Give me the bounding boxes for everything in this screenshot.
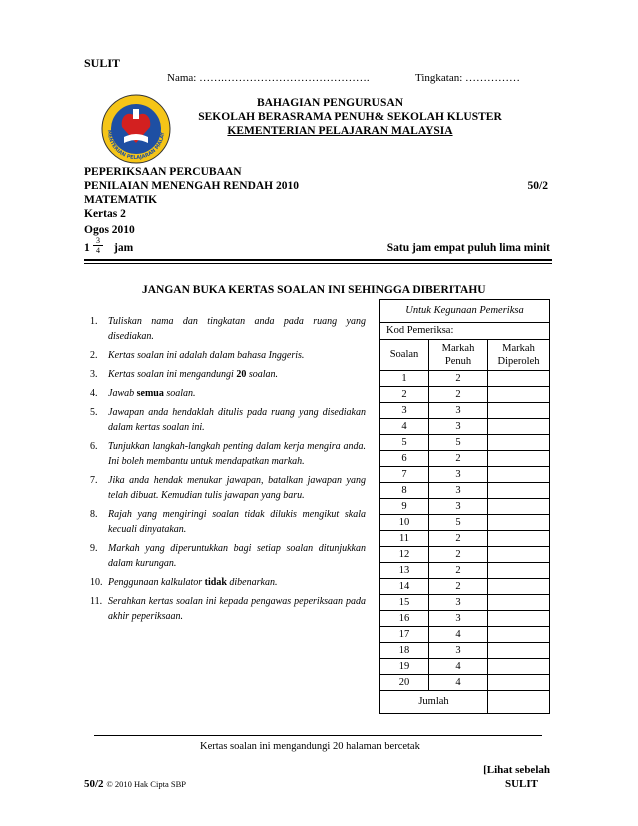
name-field: Nama: …….…………………………………. bbox=[167, 72, 370, 84]
exam-level: PENILAIAN MENENGAH RENDAH 2010 bbox=[84, 180, 299, 192]
full-marks-cell: 2 bbox=[429, 387, 488, 403]
question-number-cell: 7 bbox=[380, 467, 429, 483]
table-row bbox=[380, 675, 550, 691]
sulit-label-top: SULIT bbox=[84, 56, 121, 70]
warning-notice: JANGAN BUKA KERTAS SOALAN INI SEHINGGA DIBERITAHU bbox=[142, 284, 486, 296]
question-number-cell: 16 bbox=[380, 611, 429, 627]
total-cell bbox=[488, 691, 550, 714]
full-marks-cell: 3 bbox=[429, 419, 488, 435]
question-number-cell: 15 bbox=[380, 595, 429, 611]
svg-text:KEMENTERIAN PELAJARAN MALAYSIA: MENTERIAN PELAJARAN MALAY bbox=[105, 129, 167, 162]
marks-obtained-cell bbox=[488, 563, 550, 579]
full-marks-cell: 2 bbox=[429, 547, 488, 563]
duration-fraction bbox=[91, 236, 105, 255]
marks-obtained-cell bbox=[488, 499, 550, 515]
full-marks-cell: 3 bbox=[429, 643, 488, 659]
see-overleaf: [Lihat sebelah bbox=[483, 764, 550, 776]
table-row bbox=[380, 467, 550, 483]
footer-rule bbox=[94, 735, 542, 736]
question-number-cell: 17 bbox=[380, 627, 429, 643]
question-number-cell: 18 bbox=[380, 643, 429, 659]
marks-obtained-cell bbox=[488, 451, 550, 467]
table-row bbox=[380, 611, 550, 627]
col-soalan-header: Soalan bbox=[380, 340, 429, 371]
org-line-1: BAHAGIAN PENGURUSAN bbox=[257, 97, 403, 109]
form-field: Tingkatan: …………… bbox=[415, 72, 521, 84]
subject: MATEMATIK bbox=[84, 194, 158, 206]
col-markah-penuh-header: Markah Penuh bbox=[429, 340, 488, 371]
exam-name: PEPERIKSAAN PERCUBAAN bbox=[84, 166, 242, 178]
full-marks-cell: 3 bbox=[429, 467, 488, 483]
marks-obtained-cell bbox=[488, 547, 550, 563]
exam-date: Ogos 2010 bbox=[84, 224, 135, 236]
list-item: 2. Kertas soalan ini adalah dalam bahasa Inggeris. bbox=[90, 350, 305, 361]
ministry-logo bbox=[100, 93, 172, 165]
table-row bbox=[380, 595, 550, 611]
paper-number: Kertas 2 bbox=[84, 208, 126, 220]
examiner-code-label: Kod Pemeriksa: bbox=[380, 323, 550, 340]
org-line-2: SEKOLAH BERASRAMA PENUH& SEKOLAH KLUSTER bbox=[198, 111, 502, 123]
question-number-cell: 10 bbox=[380, 515, 429, 531]
marks-obtained-cell bbox=[488, 467, 550, 483]
table-row bbox=[380, 483, 550, 499]
table-row bbox=[380, 403, 550, 419]
full-marks-cell: 3 bbox=[429, 595, 488, 611]
list-item: 10. Penggunaan kalkulator tidak dibenarkan. bbox=[90, 577, 278, 588]
duration-whole: 1 bbox=[84, 242, 90, 254]
marks-obtained-cell bbox=[488, 387, 550, 403]
header-rule-thin bbox=[84, 263, 552, 264]
full-marks-cell: 2 bbox=[429, 531, 488, 547]
table-row bbox=[380, 627, 550, 643]
question-number-cell: 1 bbox=[380, 371, 429, 387]
table-row bbox=[380, 659, 550, 675]
table-row bbox=[380, 371, 550, 387]
org-line-3: KEMENTERIAN PELAJARAN MALAYSIA bbox=[227, 125, 453, 137]
full-marks-cell: 3 bbox=[429, 611, 488, 627]
marks-obtained-cell bbox=[488, 611, 550, 627]
examiner-marks-table bbox=[379, 299, 550, 714]
list-item: 7. Jika anda hendak menukar jawapan, batalkan jawapan yang telah dibuat. Kemudian tulis jawapan yang baru. bbox=[90, 475, 366, 501]
header-rule-thick bbox=[84, 259, 552, 261]
question-number-cell: 20 bbox=[380, 675, 429, 691]
marks-obtained-cell bbox=[488, 419, 550, 435]
table-row bbox=[380, 387, 550, 403]
question-number-cell: 13 bbox=[380, 563, 429, 579]
question-number-cell: 19 bbox=[380, 659, 429, 675]
list-item: 3. Kertas soalan ini mengandungi 20 soalan. bbox=[90, 369, 279, 380]
full-marks-cell: 4 bbox=[429, 675, 488, 691]
copyright: 50/2 © 2010 Hak Cipta SBP bbox=[84, 778, 186, 790]
question-number-cell: 9 bbox=[380, 499, 429, 515]
table-row bbox=[380, 419, 550, 435]
marks-obtained-cell bbox=[488, 515, 550, 531]
table-row bbox=[380, 515, 550, 531]
list-item: 9. Markah yang diperuntukkan bagi setiap soalan ditunjukkan dalam kurungan. bbox=[90, 543, 366, 569]
marks-obtained-cell bbox=[488, 675, 550, 691]
question-number-cell: 4 bbox=[380, 419, 429, 435]
fraction-numerator: 3 bbox=[96, 236, 100, 245]
full-marks-cell: 3 bbox=[429, 483, 488, 499]
duration-words: Satu jam empat puluh lima minit bbox=[386, 242, 550, 254]
page-count-note: Kertas soalan ini mengandungi 20 halaman bercetak bbox=[200, 741, 420, 752]
table-row bbox=[380, 563, 550, 579]
col-markah-diperoleh-header: Markah Diperoleh bbox=[488, 340, 550, 371]
full-marks-cell: 5 bbox=[429, 515, 488, 531]
table-row bbox=[380, 435, 550, 451]
question-number-cell: 11 bbox=[380, 531, 429, 547]
full-marks-cell: 2 bbox=[429, 371, 488, 387]
table-row bbox=[380, 499, 550, 515]
full-marks-cell: 4 bbox=[429, 627, 488, 643]
sulit-label-bottom: SULIT bbox=[504, 778, 538, 790]
full-marks-cell: 5 bbox=[429, 435, 488, 451]
table-row bbox=[380, 451, 550, 467]
marks-obtained-cell bbox=[488, 403, 550, 419]
full-marks-cell: 2 bbox=[429, 563, 488, 579]
marks-obtained-cell bbox=[488, 579, 550, 595]
full-marks-cell: 3 bbox=[429, 403, 488, 419]
duration-unit: jam bbox=[114, 242, 134, 254]
table-title: Untuk Kegunaan Pemeriksa bbox=[380, 300, 550, 323]
question-number-cell: 14 bbox=[380, 579, 429, 595]
full-marks-cell: 2 bbox=[429, 579, 488, 595]
question-number-cell: 6 bbox=[380, 451, 429, 467]
instructions-list bbox=[84, 314, 366, 628]
question-number-cell: 5 bbox=[380, 435, 429, 451]
marks-obtained-cell bbox=[488, 435, 550, 451]
question-number-cell: 3 bbox=[380, 403, 429, 419]
list-item: 11. Serahkan kertas soalan ini kepada pengawas peperiksaan pada akhir peperiksaan. bbox=[90, 596, 366, 622]
list-item: 5. Jawapan anda hendaklah ditulis pada ruang yang disediakan dalam kertas soalan ini. bbox=[90, 407, 366, 433]
marks-obtained-cell bbox=[488, 643, 550, 659]
table-row bbox=[380, 531, 550, 547]
fraction-denominator: 4 bbox=[96, 246, 100, 255]
table-row bbox=[380, 643, 550, 659]
marks-obtained-cell bbox=[488, 483, 550, 499]
full-marks-cell: 4 bbox=[429, 659, 488, 675]
list-item: 6. Tunjukkan langkah-langkah penting dalam kerja mengira anda. Ini boleh membantu untuk mendapatkan markah. bbox=[90, 441, 366, 467]
list-item: 8. Rajah yang mengiringi soalan tidak dilukis mengikut skala kecuali dinyatakan. bbox=[90, 509, 366, 535]
marks-obtained-cell bbox=[488, 659, 550, 675]
marks-obtained-cell bbox=[488, 595, 550, 611]
list-item: 1. Tuliskan nama dan tingkatan anda pada ruang yang disediakan. bbox=[90, 316, 366, 342]
full-marks-cell: 2 bbox=[429, 451, 488, 467]
table-row bbox=[380, 547, 550, 563]
table-row bbox=[380, 579, 550, 595]
total-label: Jumlah bbox=[380, 691, 488, 714]
marks-obtained-cell bbox=[488, 627, 550, 643]
paper-code: 50/2 bbox=[527, 180, 548, 192]
question-number-cell: 12 bbox=[380, 547, 429, 563]
question-number-cell: 2 bbox=[380, 387, 429, 403]
full-marks-cell: 3 bbox=[429, 499, 488, 515]
marks-obtained-cell bbox=[488, 531, 550, 547]
question-number-cell: 8 bbox=[380, 483, 429, 499]
marks-obtained-cell bbox=[488, 371, 550, 387]
list-item: 4. Jawab semua soalan. bbox=[90, 388, 196, 399]
total-row bbox=[380, 691, 550, 714]
